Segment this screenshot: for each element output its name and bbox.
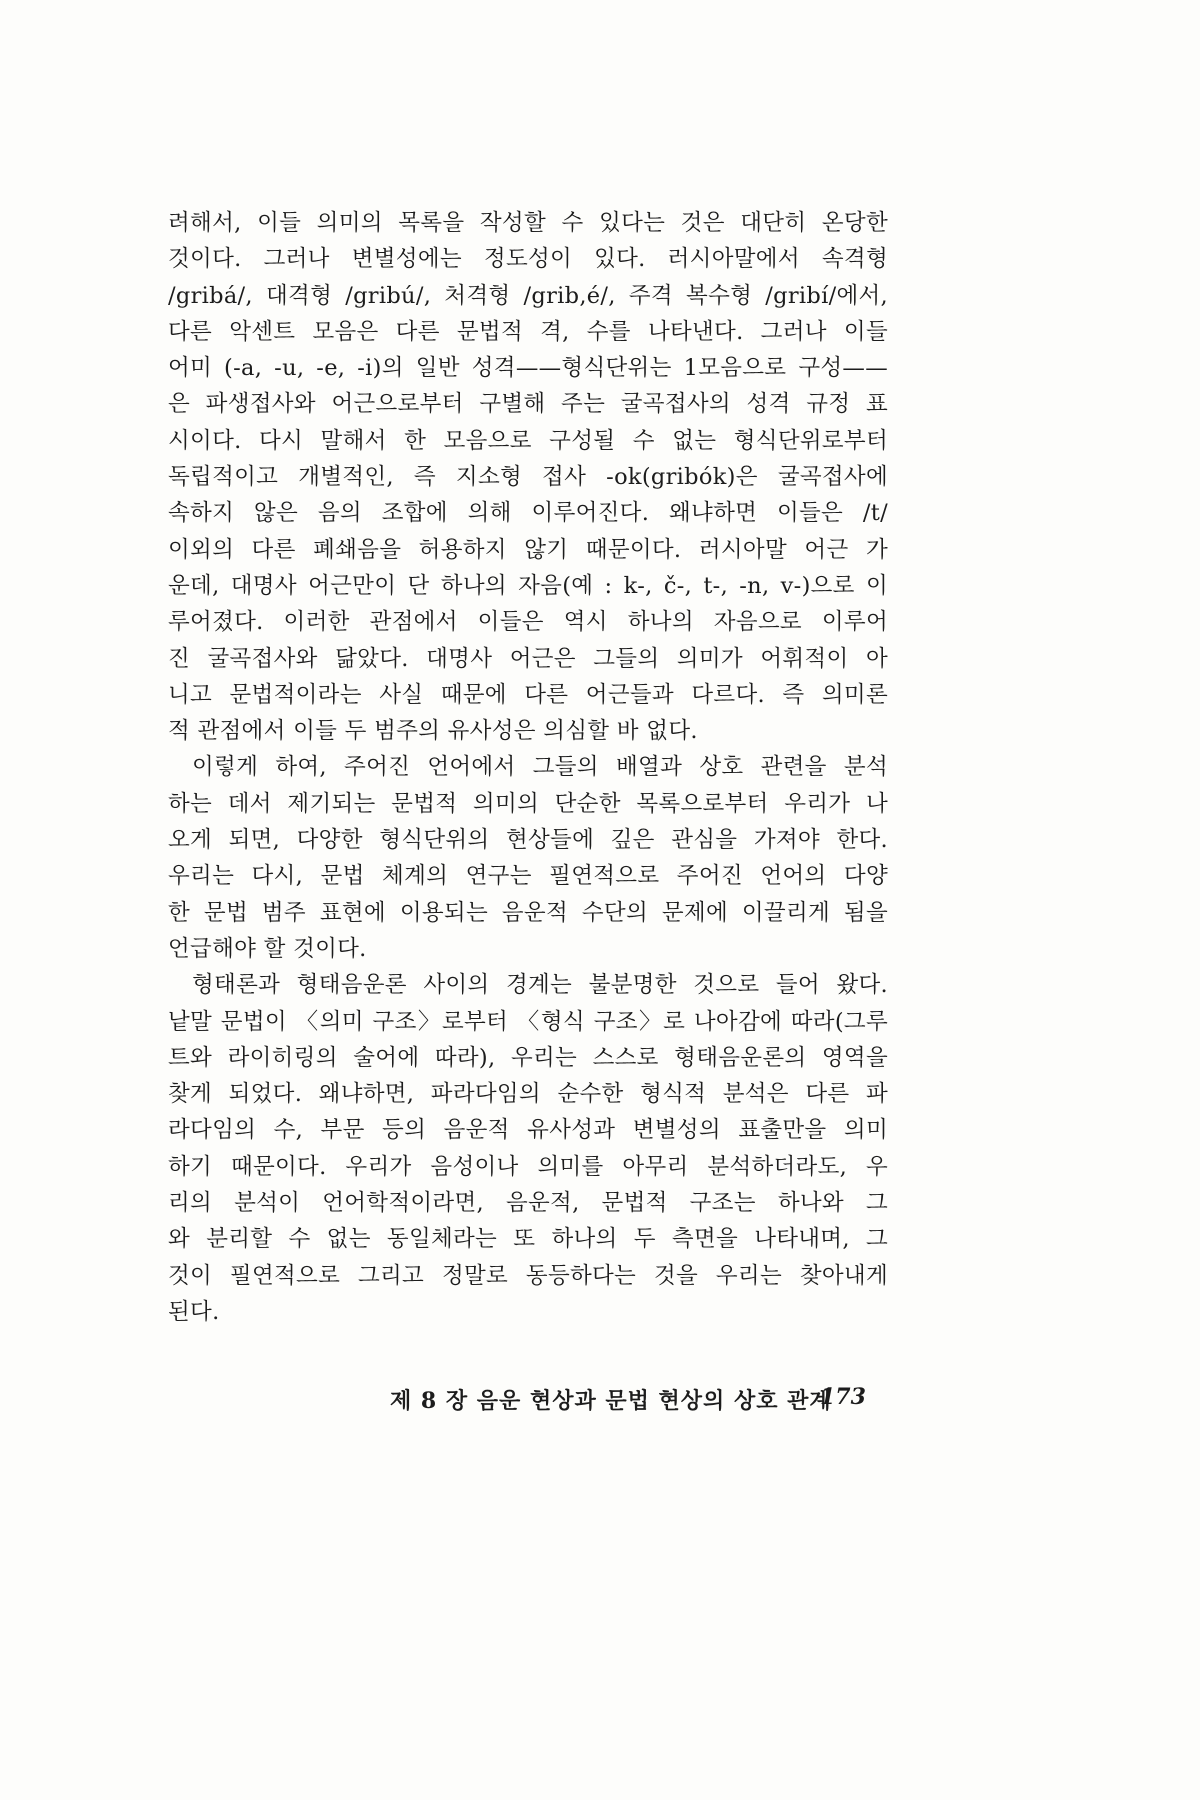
text-line: 루어졌다. 이러한 관점에서 이들은 역시 하나의 자음으로 이루어 — [168, 609, 888, 636]
text-line: 이렇게 하여, 주어진 언어에서 그들의 배열과 상호 관련을 분석 — [192, 754, 888, 781]
text-line: 려해서, 이들 의미의 목록을 작성할 수 있다는 것은 대단히 온당한 — [168, 210, 888, 236]
text-line: 언급해야 할 것이다. — [168, 935, 367, 962]
text-line: 독립적이고 개별적인, 즉 지소형 접사 -ok(gribók)은 굴곡접사에 — [168, 464, 888, 491]
text-line: 시이다. 다시 말해서 한 모음으로 구성될 수 없는 형식단위로부터 — [168, 427, 888, 454]
text-line: 어미 (-a, -u, -e, -i)의 일반 성격——형식단위는 1모음으로 구성—— — [168, 355, 888, 382]
text-line: 한 문법 범주 표현에 이용되는 음운적 수단의 문제에 이끌리게 됨을 — [168, 899, 888, 926]
text-line: 것이 필연적으로 그리고 정말로 동등하다는 것을 우리는 찾아내게 — [168, 1262, 888, 1289]
text-line: 된다. — [168, 1298, 220, 1325]
text-line: 낱말 문법이 〈의미 구조〉로부터 〈형식 구조〉로 나아감에 따라(그루 — [168, 1008, 888, 1035]
running-footer — [390, 1384, 890, 1415]
text-line: 오게 되면, 다양한 형식단위의 현상들에 깊은 관심을 가져야 한다. — [168, 827, 888, 854]
text-line: 진 굴곡접사와 닮았다. 대명사 어근은 그들의 의미가 어휘적이 아 — [168, 645, 888, 672]
text-line: 이외의 다른 폐쇄음을 허용하지 않기 때문이다. 러시아말 어근 가 — [168, 536, 888, 563]
text-line: 적 관점에서 이들 두 범주의 유사성은 의심할 바 없다. — [168, 718, 698, 745]
text-line: 하기 때문이다. 우리가 음성이나 의미를 아무리 분석하더라도, 우 — [168, 1153, 888, 1180]
text-line: 것이다. 그러나 변별성에는 정도성이 있다. 러시아말에서 속격형 — [168, 246, 888, 273]
text-line: /gribá/, 대격형 /gribú/, 처격형 /grib,é/, 주격 복수형 /gribí/에서, — [168, 282, 888, 309]
body-text — [168, 205, 888, 1330]
text-line: 트와 라이히링의 술어에 따라), 우리는 스스로 형태음운론의 영역을 — [168, 1044, 888, 1071]
text-line: 우리는 다시, 문법 체계의 연구는 필연적으로 주어진 언어의 다양 — [168, 863, 888, 890]
text-line: 하는 데서 제기되는 문법적 의미의 단순한 목록으로부터 우리가 나 — [168, 790, 888, 817]
text-line: 라다임의 수, 부문 등의 음운적 유사성과 변별성의 표출만을 의미 — [168, 1117, 888, 1144]
page-number: 173 — [820, 1384, 866, 1410]
text-line: 리의 분석이 언어학적이라면, 음운적, 문법적 구조는 하나와 그 — [168, 1190, 888, 1217]
text-line: 니고 문법적이라는 사실 때문에 다른 어근들과 다르다. 즉 의미론 — [168, 681, 888, 708]
chapter-title: 제 8 장 음운 현상과 문법 현상의 상호 관계 — [390, 1388, 832, 1414]
text-line: 와 분리할 수 없는 동일체라는 또 하나의 두 측면을 나타내며, 그 — [168, 1226, 888, 1253]
text-line: 속하지 않은 음의 조합에 의해 이루어진다. 왜냐하면 이들은 /t/ — [168, 500, 888, 527]
text-line: 다른 악센트 모음은 다른 문법적 격, 수를 나타낸다. 그러나 이들 — [168, 318, 888, 345]
text-line: 찾게 되었다. 왜냐하면, 파라다임의 순수한 형식적 분석은 다른 파 — [168, 1081, 888, 1108]
text-line: 운데, 대명사 어근만이 단 하나의 자음(예 : k-, č-, t-, -n, v-)으로 이 — [168, 572, 888, 599]
text-line: 은 파생접사와 어근으로부터 구별해 주는 굴곡접사의 성격 규정 표 — [168, 391, 888, 418]
text-line: 형태론과 형태음운론 사이의 경계는 불분명한 것으로 들어 왔다. — [192, 972, 888, 999]
